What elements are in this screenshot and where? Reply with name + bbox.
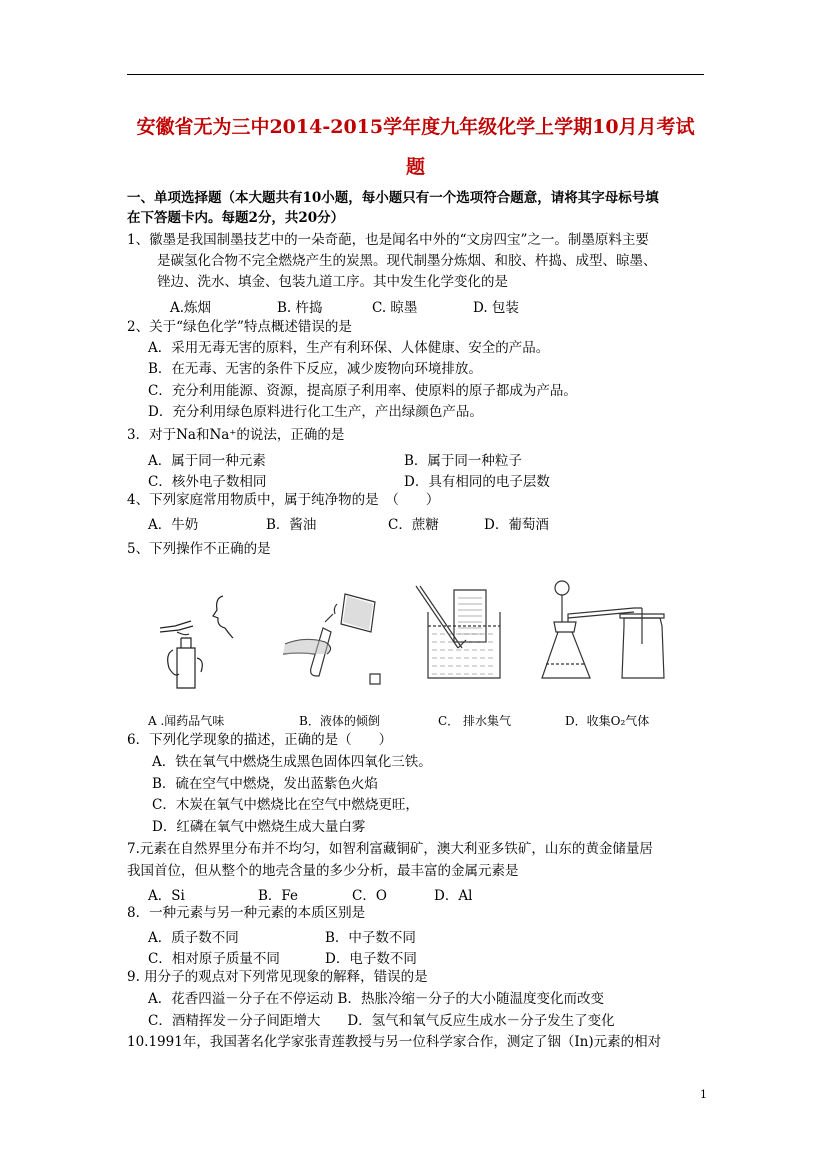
- q1-stem-line-2: 是碳氢化合物不完全燃烧产生的炭黑。现代制墨分炼烟、和胶、杵捣、成型、晾墨、: [157, 253, 657, 269]
- q5-option-b: B．液体的倾倒: [299, 714, 380, 728]
- pour-liquid-illustration: [275, 582, 390, 692]
- q6-option-d: D．红磷在氧气中燃烧生成大量白雾: [152, 819, 366, 835]
- q4-option-a: A．牛奶: [148, 517, 199, 533]
- smell-gas-illustration: [155, 588, 245, 696]
- page-number: 1: [700, 1088, 707, 1101]
- q8-option-a: A．质子数不同: [148, 930, 239, 946]
- q9-options-c-d: C．酒精挥发－分子间距增大 D．氢气和氧气反应生成水－分子发生了变化: [148, 1013, 615, 1029]
- q10-stem-line-1: 10.1991年，我国著名化学家张青莲教授与另一位科学家合作，测定了铟（In)元素的相对: [127, 1034, 662, 1050]
- q2-option-d: D．充分利用绿色原料进行化工生产，产出绿颜色产品。: [148, 404, 483, 420]
- q5-stem: 5、下列操作不正确的是: [127, 541, 271, 557]
- water-gas-collection-illustration: [414, 582, 514, 682]
- q7-stem-line-2: 我国首位，但从整个的地壳含量的多少分析，最丰富的金属元素是: [127, 863, 519, 879]
- document-title-line-1: 安徽省无为三中2014-2015学年度九年级化学上学期10月月考试: [136, 116, 695, 138]
- q6-stem: 6．下列化学现象的描述，正确的是（ ）: [127, 732, 393, 748]
- collect-oxygen-illustration: [538, 578, 678, 686]
- q5-option-a: A .闻药品气味: [148, 714, 225, 728]
- q2-stem: 2、关于“绿色化学”特点概述错误的是: [127, 319, 352, 335]
- q2-option-c: C．充分利用能源、资源，提高原子利用率、使原料的原子都成为产品。: [148, 383, 577, 399]
- q8-stem: 8．一种元素与另一种元素的本质区别是: [127, 905, 366, 921]
- q1-stem-line-3: 锉边、洗水、填金、包装九道工序。其中发生化学变化的是: [157, 274, 508, 290]
- q4-stem: 4、下列家庭常用物质中，属于纯净物的是 （ ）: [127, 492, 440, 508]
- q4-option-b: B．酱油: [266, 517, 317, 533]
- section-heading-line-2: 在下答题卡内。每题2分，共20分）: [127, 210, 345, 226]
- q7-stem-line-1: 7.元素在自然界里分布并不均匀，如智利富藏铜矿，澳大利亚多铁矿，山东的黄金储量居: [127, 841, 653, 857]
- q3-option-d: D．具有相同的电子层数: [404, 474, 550, 490]
- q7-option-c: C．O: [352, 888, 387, 904]
- q1-option-b: B. 杵捣: [277, 300, 323, 316]
- q6-option-a: A．铁在氧气中燃烧生成黑色固体四氧化三铁。: [152, 754, 432, 770]
- q3-option-b: B．属于同一种粒子: [404, 453, 522, 469]
- q2-option-a: A．采用无毒无害的原料，生产有利环保、人体健康、安全的产品。: [148, 340, 550, 356]
- q2-option-b: B．在无毒、无害的条件下反应，减少废物向环境排放。: [148, 361, 482, 377]
- q1-option-a: A.炼烟: [170, 300, 212, 316]
- q1-stem-line-1: 1、徽墨是我国制墨技艺中的一朵奇葩，也是闻名中外的“文房四宝”之一。制墨原料主要: [127, 232, 649, 248]
- q4-option-d: D．葡萄酒: [484, 517, 549, 533]
- q9-options-a-b: A．花香四溢－分子在不停运动 B．热胀冷缩－分子的大小随温度变化而改变: [148, 991, 604, 1007]
- q1-option-d: D. 包装: [473, 300, 519, 316]
- section-heading-line-1: 一、单项选择题（本大题共有10小题，每小题只有一个选项符合题意，请将其字母标号填: [127, 190, 659, 206]
- q3-option-a: A．属于同一种元素: [148, 453, 266, 469]
- q6-option-c: C．木炭在氧气中燃烧比在空气中燃烧更旺，: [152, 797, 419, 813]
- q8-option-d: D．电子数不同: [325, 951, 417, 967]
- q5-option-c: C． 排水集气: [438, 714, 511, 728]
- q3-option-c: C．核外电子数相同: [148, 474, 267, 490]
- q7-option-b: B．Fe: [258, 888, 299, 904]
- q3-stem: 3．对于Na和Na⁺的说法，正确的是: [127, 427, 345, 443]
- q6-option-b: B．硫在空气中燃烧，发出蓝紫色火焰: [152, 776, 378, 792]
- q9-stem: 9. 用分子的观点对下列常见现象的解释，错误的是: [127, 969, 428, 985]
- q5-option-d: D．收集O₂气体: [565, 714, 650, 728]
- q8-option-c: C．相对原子质量不同: [148, 951, 280, 967]
- document-title-line-2: 题: [405, 156, 425, 178]
- q8-option-b: B．中子数不同: [325, 930, 416, 946]
- q4-option-c: C．蔗糖: [388, 517, 439, 533]
- q7-option-a: A．Si: [148, 888, 185, 904]
- q7-option-d: D．Al: [434, 888, 473, 904]
- q1-option-c: C. 晾墨: [372, 300, 418, 316]
- header-rule: [127, 74, 704, 75]
